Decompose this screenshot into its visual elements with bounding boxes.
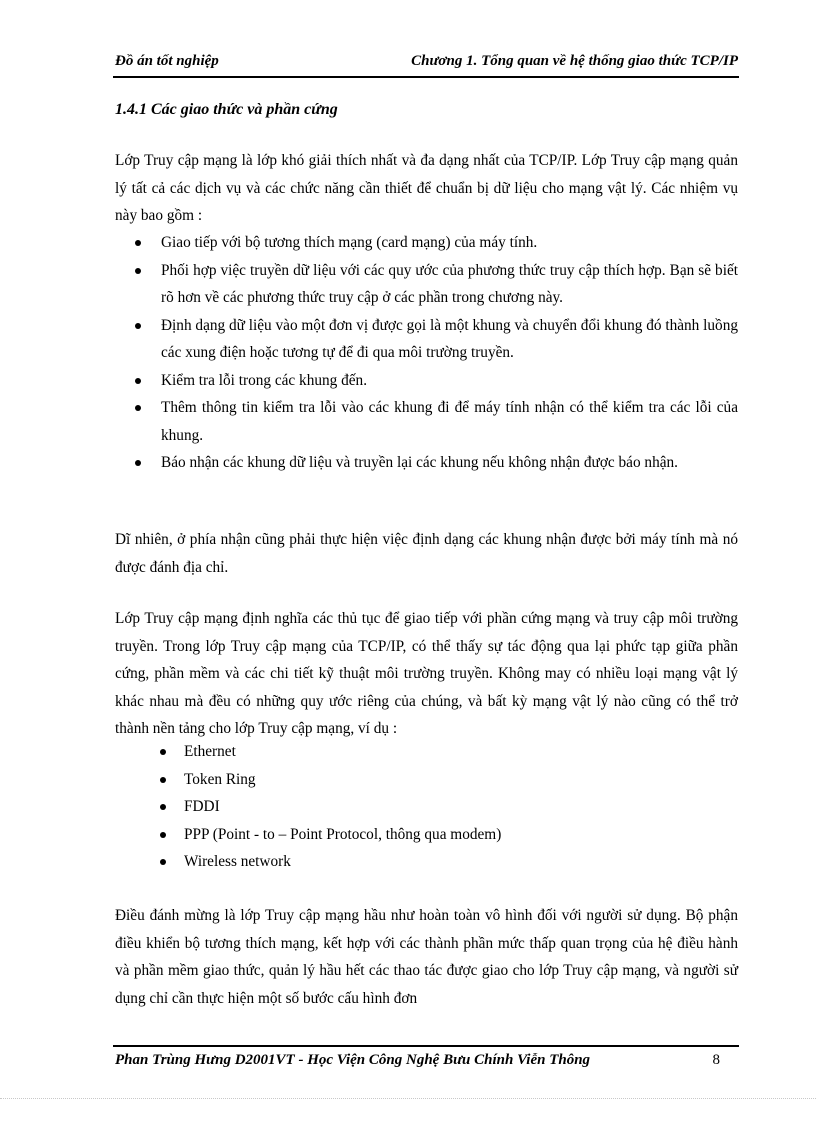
page-number: 8 — [712, 1052, 720, 1068]
header-divider — [113, 76, 739, 78]
list-item — [115, 449, 738, 477]
bullet-icon — [160, 859, 166, 865]
page-header — [115, 53, 738, 73]
bullet-icon — [135, 323, 141, 329]
footer-divider — [113, 1045, 739, 1047]
paragraph-invisible-layer: Điều đánh mừng là lớp Truy cập mạng hầu như hoàn toàn vô hình đối với người sử dụng. Bộ phận điều khiển bộ tương thích mạng, kết hợp với các thành phần mức thấp quan trọng của hệ điều hành và phần mềm giao thức, quản lý hầu hết các thao tác được giao cho lớp Truy cập mạng, và người sử dụng chỉ cần thực hiện một số bước cấu hình đơn — [115, 907, 738, 1007]
header-document-type: Đồ án tốt nghiệp — [115, 53, 219, 69]
page-footer — [115, 1052, 738, 1074]
list-item-text: Định dạng dữ liệu vào một đơn vị được gọi là một khung và chuyển đổi khung đó thành luồng các xung điện hoặc tương tự để đi qua môi trường truyền. — [161, 316, 739, 361]
list-item — [115, 766, 738, 794]
list-item-text: Kiểm tra lỗi trong các khung đến. — [161, 371, 368, 389]
list-item-text: Thêm thông tin kiểm tra lỗi vào các khung đi để máy tính nhận có thể kiểm tra các lỗi của khung. — [161, 399, 738, 444]
list-item — [115, 394, 738, 449]
list-item-text: Ethernet — [184, 743, 236, 760]
section-title: 1.4.1 Các giao thức và phần cứng — [115, 101, 338, 118]
list-item — [115, 848, 738, 876]
list-item — [115, 738, 738, 766]
paragraph-receiving: Dĩ nhiên, ở phía nhận cũng phải thực hiện việc định dạng các khung nhận được bởi máy tính mà nó được đánh địa chỉ. — [115, 531, 738, 576]
list-item-text: Phối hợp việc truyền dữ liệu với các quy ước của phương thức truy cập thích hợp. Bạn sẽ biết rõ hơn về các phương thức truy cập ở các phần trong chương này. — [161, 261, 738, 306]
bullet-icon — [160, 777, 166, 783]
list-item — [115, 229, 738, 257]
list-item — [115, 793, 738, 821]
page-bottom-border — [0, 1098, 816, 1099]
task-list — [115, 229, 738, 477]
bullet-icon — [135, 405, 141, 411]
list-item — [115, 367, 738, 395]
list-item — [115, 257, 738, 312]
list-item-text: FDDI — [184, 798, 220, 815]
bullet-icon — [135, 268, 141, 274]
bullet-icon — [135, 240, 141, 246]
bullet-icon — [160, 749, 166, 755]
footer-author: Phan Trùng Hưng D2001VT - Học Viện Công Nghệ Bưu Chính Viễn Thông — [115, 1052, 591, 1068]
list-item-text: Giao tiếp với bộ tương thích mạng (card mạng) của máy tính. — [161, 234, 538, 251]
list-item-text: Wireless network — [184, 853, 291, 870]
list-item-text: Báo nhận các khung dữ liệu và truyền lại các khung nếu không nhận được báo nhận. — [161, 454, 678, 471]
list-item — [115, 312, 738, 367]
paragraph-intro: Lớp Truy cập mạng là lớp khó giải thích nhất và đa dạng nhất của TCP/IP. Lớp Truy cập mạng quản lý tất cả các dịch vụ và các chức năng cần thiết để chuẩn bị dữ liệu cho mạng vật lý. Các nhiệm vụ này bao gồm : — [115, 152, 738, 224]
list-item-text: PPP (Point - to – Point Protocol, thông qua modem) — [184, 825, 502, 843]
list-item-text: Token Ring — [184, 770, 256, 788]
bullet-icon — [135, 378, 141, 384]
header-chapter-title: Chương 1. Tổng quan về hệ thống giao thức TCP/IP — [411, 53, 738, 69]
paragraph-procedures: Lớp Truy cập mạng định nghĩa các thủ tục để giao tiếp với phần cứng mạng và truy cập môi trường truyền. Trong lớp Truy cập mạng của TCP/IP, có thể thấy sự tác động qua lại phức tạp giữa phần cứng, phần mềm và các chi tiết kỹ thuật môi trường truyền. Không may có nhiều loại mạng vật lý khác nhau mà đều có những quy ước riêng của chúng, và bất kỳ mạng vật lý nào cũng có thể trở thành nền tảng cho lớp Truy cập mạng, ví dụ : — [115, 610, 738, 737]
network-list — [115, 738, 738, 876]
bullet-icon — [160, 832, 166, 838]
list-item — [115, 821, 738, 849]
bullet-icon — [160, 804, 166, 810]
bullet-icon — [135, 460, 141, 466]
